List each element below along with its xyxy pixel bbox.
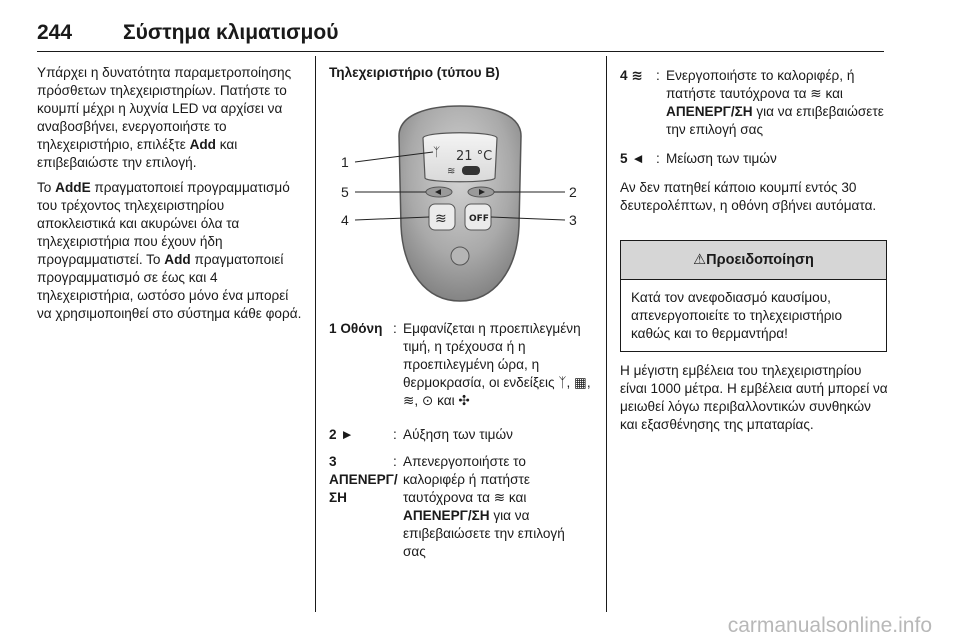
column-middle — [329, 64, 591, 88]
definition-key: 2 ► — [329, 427, 354, 442]
callout-label-2: 2 — [569, 184, 577, 200]
definition-key: 1 Οθόνη — [329, 321, 383, 336]
paragraph-add-remote: Υπάρχει η δυνατότητα παραμετροποίησης πρόσθετων τηλεχειριστηρίων. Πατήστε το κουμπί μέχρι η λυχνία LED να αρχίσει να αναβοσβήνει, ενεργοποιήστε το τηλεχειριστήριο, επιλέξτε Add και επιβεβαιώστε την επιλογή. — [37, 65, 292, 170]
section-subtitle: Τηλεχειριστήριο (τύπου B) — [329, 65, 500, 80]
callout-label-1: 1 — [341, 154, 349, 170]
definition-key: 3 ΑΠΕΝΕΡΓ/ΣΗ — [329, 454, 398, 505]
definition-key: 4 ≋ — [620, 68, 643, 83]
off-label: OFF — [469, 214, 489, 224]
definition-key: 5 ◄ — [620, 151, 645, 166]
definition-row-decrease — [620, 150, 888, 170]
heat-icon: ≋ — [435, 211, 447, 227]
display-antenna-icon: ᛉ — [433, 145, 441, 159]
paragraph-adde: Το AddE πραγματοποιεί προγραμματισμό του τρέχοντος τηλεχειριστηρίου αποκλειστικά και ακυρώνει όλα τα τηλεχειριστήρια που έχουν ήδη προγραμματιστεί. Το Add πραγματοποιεί προγραμματισμό σε έως και 4 τηλεχειριστήρια, ωστόσο μόνο ένα μπορεί να χρησιμοποιηθεί στο σύστημα κάθε φορά. — [37, 180, 302, 321]
definition-separator: : — [656, 68, 660, 83]
definition-row-increase — [329, 426, 591, 446]
definition-separator: : — [393, 454, 397, 469]
page-header — [37, 21, 887, 51]
chapter-title: Σύστημα κλιματισμού — [123, 21, 339, 44]
definition-row-display — [329, 320, 591, 420]
definition-separator: : — [393, 427, 397, 442]
paragraph-auto-off: Αν δεν πατηθεί κάποιο κουμπί εντός 30 δευτερολέπτων, η οθόνη σβήνει αυτόματα. — [620, 180, 877, 213]
footer-watermark: carmanualsonline.info — [727, 614, 932, 637]
definition-value: Μείωση των τιμών — [666, 151, 777, 166]
header-divider — [37, 51, 884, 52]
definition-row-heat — [620, 67, 888, 143]
warning-box — [620, 240, 887, 352]
definition-separator: : — [393, 321, 397, 336]
callout-label-4: 4 — [341, 212, 349, 228]
remote-led — [451, 247, 469, 265]
display-heater-icon: ≋ — [447, 166, 456, 177]
column-divider-left — [315, 56, 316, 612]
display-battery-icon — [462, 166, 480, 175]
callout-label-5: 5 — [341, 184, 349, 200]
definition-value: Ενεργοποιήστε το καλοριφέρ, ή πατήστε ταυτόχρονα τα ≋ και ΑΠΕΝΕΡΓ/ΣΗ για να επιβεβαιώσετε την επιλογή σας — [666, 68, 884, 137]
page-number: 244 — [37, 21, 73, 44]
warning-body: Κατά τον ανεφοδιασμό καυσίμου, απενεργοποιείτε το τηλεχειριστήριο καθώς και το θερμαντήρα! — [631, 290, 843, 341]
column-left — [37, 64, 305, 330]
definition-value: Αύξηση των τιμών — [403, 427, 513, 442]
column-divider-right — [606, 56, 607, 612]
paragraph-range: Η μέγιστη εμβέλεια του τηλεχειριστηρίου είναι 1000 μέτρα. Η εμβέλεια αυτή μπορεί να μειωθεί λόγω περιβαλλοντικών συνθηκών και εξασθένησης της μπαταρίας. — [620, 363, 888, 432]
callout-label-3: 3 — [569, 212, 577, 228]
definition-value: Απενεργοποιήστε το καλοριφέρ ή πατήστε ταυτόχρονα τα ≋ και ΑΠΕΝΕΡΓ/ΣΗ για να επιβεβαιώσετε την επιλογή σας — [403, 454, 565, 559]
remote-control-figure — [329, 96, 591, 308]
warning-title: ⚠Προειδοποίηση — [621, 241, 886, 280]
definition-row-off — [329, 453, 591, 563]
definition-separator: : — [656, 151, 660, 166]
remote-control-illustration — [329, 96, 591, 308]
definition-value: Εμφανίζεται η προεπιλεγμένη τιμή, η τρέχουσα ή η προεπιλεγμένη ώρα, η θερμοκρασία, οι ενδείξεις ᛉ, ▦, ≋, ⊙ και ✣ — [403, 321, 591, 408]
display-temperature: 21 °C — [456, 149, 493, 164]
